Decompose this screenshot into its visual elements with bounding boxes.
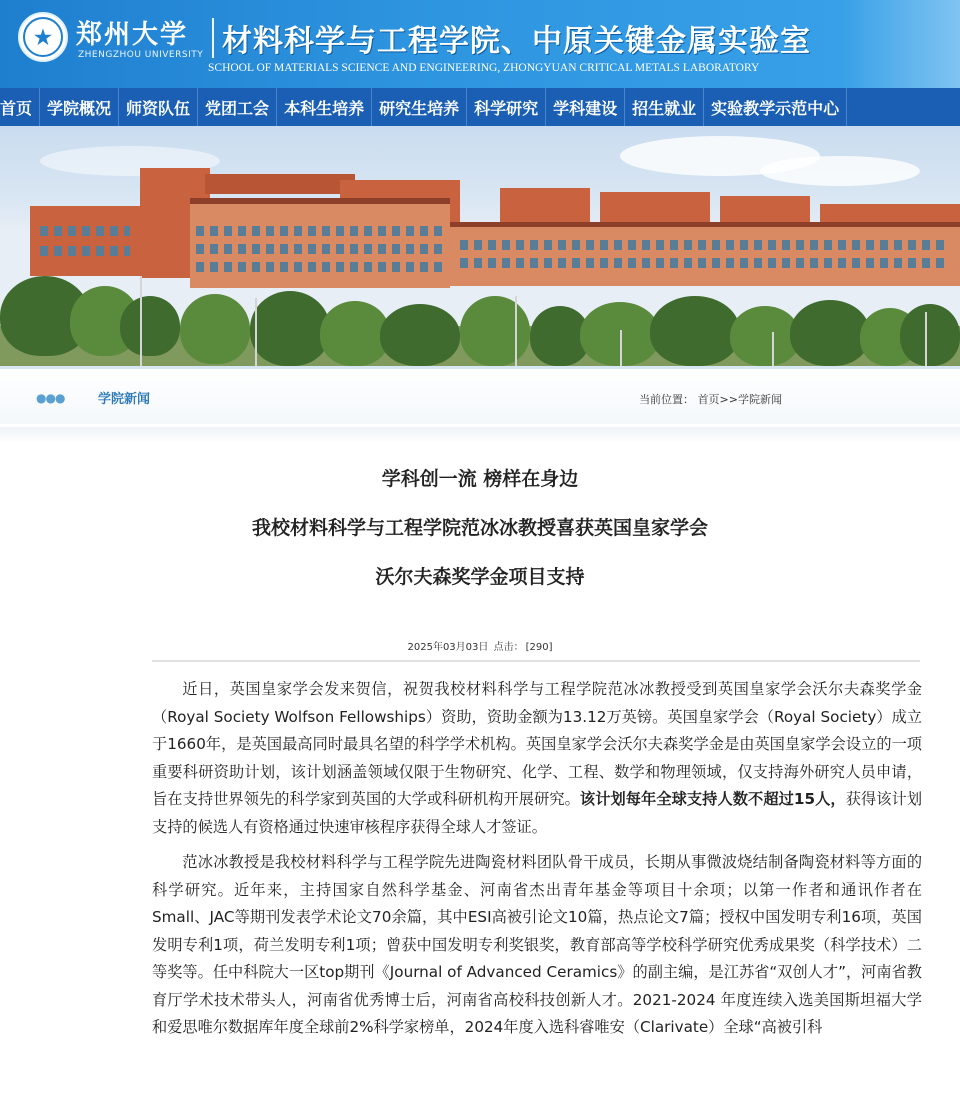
divider <box>152 660 920 662</box>
nav-item-faculty[interactable]: 师资队伍 <box>119 88 198 126</box>
article-date: 2025年03月03日 <box>407 642 489 653</box>
paragraph-1-text: 近日，英国皇家学会发来贺信，祝贺我校材料科学与工程学院范冰冰教授受到英国皇家学会沃尔夫森奖学金（Royal Society Wolfson Fellowships）资助，资助金额为13.12万英镑。英国皇家学会（Royal Society）成立于1660年，是英国最高同时最具名望的科学学术机构。英国皇家学会沃尔夫森奖学金是由英国皇家学会设立的一项重要科研资助计划，该计划涵盖领域仅限于生物研究、化学、工程、数学和物理领域，仅支持海外研究人员申请，旨在支持世界领先的科学家到英国的大学或科研机构开展研究。 <box>152 680 922 808</box>
article-meta <box>0 638 960 653</box>
school-name-cn: 材料科学与工程学院、中原关键金属实验室 <box>222 24 811 59</box>
breadcrumb-label: 当前位置： <box>639 393 695 406</box>
section-header-bar <box>0 366 960 424</box>
university-name-cn[interactable]: 郑州大学 <box>76 20 189 50</box>
nav-item-discipline[interactable]: 学科建设 <box>546 88 625 126</box>
breadcrumb <box>639 391 782 407</box>
university-name-en: ZHENGZHOU UNIVERSITY <box>78 50 204 60</box>
site-header <box>0 0 960 88</box>
article-title-line-2: 我校材料科学与工程学院范冰冰教授喜获英国皇家学会 <box>251 517 708 539</box>
hits-count: [290] <box>525 642 553 653</box>
nav-item-party[interactable]: 党团工会 <box>198 88 277 126</box>
paragraph-1-tail: 获得该计划支持的候选人有资格通过快速审核程序获得全球人才签证。 <box>152 790 923 836</box>
paragraph-1 <box>152 676 922 841</box>
section-title: 学院新闻 <box>98 392 151 407</box>
school-name-en: SCHOOL OF MATERIALS SCIENCE AND ENGINEERING, ZHONGYUAN CRITICAL METALS LABORATORY <box>208 62 760 74</box>
nav-item-home[interactable]: 首页 <box>0 88 40 126</box>
header-divider <box>212 18 214 58</box>
breadcrumb-path[interactable]: 首页>>学院新闻 <box>697 393 782 406</box>
nav-item-lab-center[interactable]: 实验教学示范中心 <box>704 88 847 126</box>
campus-building-photo <box>0 126 960 366</box>
hits-label: 点击： <box>493 642 524 653</box>
article-title-line-1: 学科创一流 榜样在身边 <box>381 468 579 490</box>
nav-item-admission[interactable]: 招生就业 <box>625 88 704 126</box>
article-body <box>152 676 922 1050</box>
nav-item-overview[interactable]: 学院概况 <box>40 88 119 126</box>
article-title-line-3: 沃尔夫森奖学金项目支持 <box>375 566 585 588</box>
nav-item-graduate[interactable]: 研究生培养 <box>372 88 467 126</box>
university-seal-icon[interactable]: ★ <box>18 12 68 62</box>
main-nav <box>0 88 960 126</box>
dots-icon: ●●● <box>36 391 65 405</box>
paragraph-2: 范冰冰教授是我校材料科学与工程学院先进陶瓷材料团队骨干成员，长期从事微波烧结制备陶瓷材料等方面的科学研究。近年来，主持国家自然科学基金、河南省杰出青年基金等项目十余项；以第一作者和通讯作者在Small、JAC等期刊发表学术论文70余篇，其中ESI高被引论文10篇，热点论文7篇；授权中国发明专利16项，英国发明专利1项，荷兰发明专利1项；曾获中国发明专利奖银奖，教育部高等学校科学研究优秀成果奖（科学技术）二等奖等。任中科院大一区top期刊《Journal of Advanced Ceramics》的副主编，是江苏省“双创人才”，河南省教育厅学术技术带头人，河南省优秀博士后，河南省高校科技创新人才。2021-2024 年度连续入选美国斯坦福大学和爱思唯尔数据库年度全球前2%科学家榜单，2024年度入选科睿唯安（Clarivate）全球“高被引科 <box>152 853 922 1036</box>
nav-item-undergrad[interactable]: 本科生培养 <box>277 88 372 126</box>
nav-item-research[interactable]: 科学研究 <box>467 88 546 126</box>
paragraph-1-bold: 该计划每年全球支持人数不超过15人， <box>579 790 846 808</box>
